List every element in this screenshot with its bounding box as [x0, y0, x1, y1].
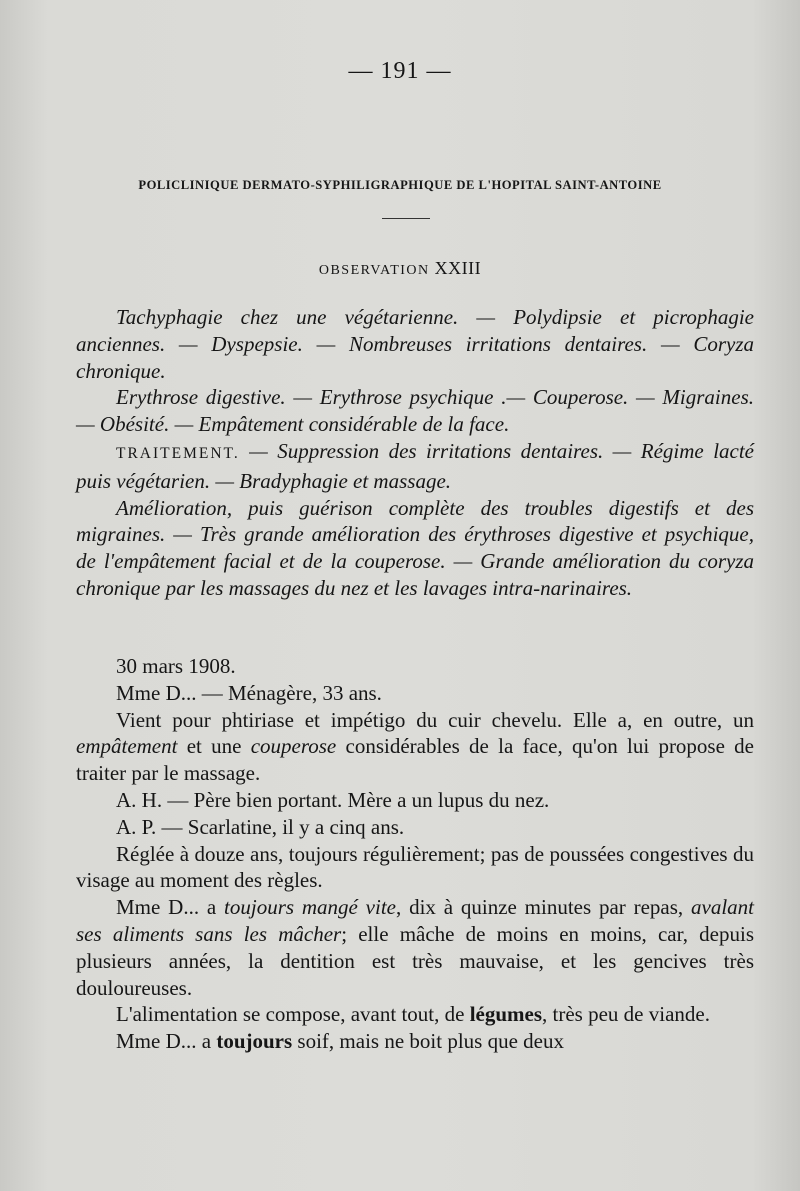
summary-paragraph-1: Tachyphagie chez une végétarienne. — Polydipsie et picrophagie anciennes. — Dyspepsie. — Nombreuses irritations dentaires. — Coryza chronique. [76, 305, 754, 383]
body-paragraph-1 [76, 707, 754, 787]
family-history: A. H. — Père bien portant. Mère a un lupus du nez. [116, 787, 550, 812]
observation-label: OBSERVATION [318, 263, 430, 278]
treatment-label: TRAITEMENT. [116, 444, 240, 462]
text-run: soif, mais ne boit plus que deux [292, 1029, 564, 1054]
body-paragraph-2: Réglée à douze ans, toujours régulièrement; pas de poussées congestives du visage au moment des règles. [76, 841, 754, 893]
summary-paragraph-4: Amélioration, puis guérison complète des troubles digestifs et des migraines. — Très grande amélioration des érythroses digestive et psychique, de l'empâtement facial et de la couperose. — Grande amélioration du coryza chronique par les massages du nez et les lavages intra-narinaires. [76, 495, 754, 600]
text-run: Mme D... a [116, 1029, 217, 1054]
text-run: considérables de la face, qu'on lui propose de traiter par le massage. [76, 734, 755, 786]
text-run: , très peu de viande. [542, 1002, 710, 1027]
italic-run: couperose [250, 734, 337, 759]
italic-run: empâtement [76, 734, 178, 759]
summary-paragraph-3 [76, 438, 754, 495]
personal-history: A. P. — Scarlatine, il y a cinq ans. [116, 814, 405, 839]
bold-run: toujours [216, 1029, 293, 1054]
text-run: Mme D... a [116, 895, 225, 920]
header-divider [382, 218, 430, 219]
text-run: Vient pour phtiriase et impétigo du cuir chevelu. Elle a, en outre, un [116, 707, 754, 732]
running-header: POLICLINIQUE DERMATO-SYPHILIGRAPHIQUE DE L'HOPITAL SAINT-ANTOINE [138, 178, 662, 192]
italic-run: avalant ses aliments sans les mâcher [76, 895, 755, 946]
page-number: — 191 — [348, 58, 452, 84]
observation-number: XXIII [434, 258, 482, 278]
case-summary [76, 304, 754, 602]
summary-paragraph-2: Erythrose digestive. — Erythrose psychique .— Couperose. — Migraines. — Obésité. — Empâtement considérable de la face. [76, 385, 754, 437]
text-run: L'alimentation se compose, avant tout, de [116, 1002, 470, 1027]
text-run: , dix à quinze minutes par repas, [396, 895, 692, 920]
treatment-text: — Suppression des irritations dentaires. — Régime lacté puis végétarien. — Bradyphagie et massage. [76, 438, 754, 493]
text-run: et une [177, 734, 251, 759]
text-run: ; elle mâche de moins en moins, car, depuis plusieurs années, la dentition est très mauvaise, et les gencives très douloureuses. [76, 921, 755, 1000]
case-body [76, 653, 754, 1055]
case-date: 30 mars 1908. [116, 654, 236, 678]
body-paragraph-4 [76, 1001, 754, 1028]
body-paragraph-5 [76, 1028, 754, 1055]
italic-run: toujours mangé vite [224, 895, 396, 920]
body-paragraph-3 [76, 894, 754, 1001]
observation-title [0, 258, 800, 279]
bold-run: légumes [469, 1002, 543, 1027]
patient-line: Mme D... — Ménagère, 33 ans. [116, 680, 382, 705]
